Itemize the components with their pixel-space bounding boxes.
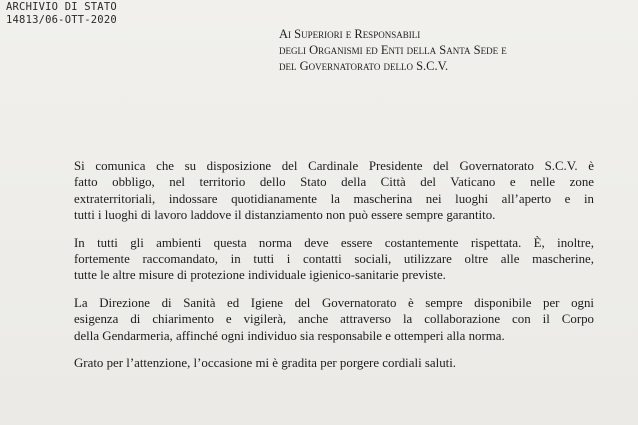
paragraph-line: tutte le altre misure di protezione individuale igienico-sanitarie previste.: [74, 268, 446, 283]
paragraph-line: In tutti gli ambienti questa norma deve essere costantemente rispettata. È, inoltre,: [74, 235, 594, 250]
letter-body: [74, 158, 594, 382]
paragraph-line: esigenza di chiarimento e vigilerà, anche attraverso la collaborazione con il Corpo: [74, 312, 594, 327]
paragraph-4: [74, 355, 594, 371]
paragraph-line: tutti i luoghi di lavoro laddove il distanziamento non può essere sempre garantito.: [74, 208, 496, 223]
paragraph-1: [74, 158, 594, 224]
recipient-line-2: degli Organismi ed Enti della Santa Sede e: [279, 43, 507, 57]
archive-stamp-protocol: 14813/06-OTT-2020: [6, 14, 117, 26]
paragraph-line: extraterritoriali, indossare quotidianamente la mascherina nei luoghi all’aperto e in: [74, 191, 594, 206]
recipient-address: [279, 26, 507, 74]
paragraph-line: Si comunica che su disposizione del Cardinale Presidente del Governatorato S.C.V. è: [74, 159, 594, 173]
paragraph-line: La Direzione di Sanità ed Igiene del Governatorato è sempre disponibile per ogni: [74, 295, 594, 310]
recipient-line-1: Ai Superiori e Responsabili: [279, 27, 421, 41]
paragraph-line: Grato per l’attenzione, l’occasione mi è gradita per porgere cordiali saluti.: [74, 356, 457, 371]
paragraph-line: fortemente raccomandato, in tutti i contatti sociali, utilizzare oltre alle mascherine,: [74, 252, 594, 267]
archive-stamp-title: ARCHIVIO DI STATO: [6, 1, 117, 13]
archive-stamp: [6, 1, 117, 27]
paragraph-3: [74, 295, 594, 344]
paragraph-line: fatto obbligo, nel territorio dello Stato della Città del Vaticano e nelle zone: [74, 175, 594, 190]
paragraph-line: della Gendarmeria, affinché ogni individuo sia responsabile e ottemperi alla norma.: [74, 328, 505, 343]
paragraph-2: [74, 235, 594, 284]
recipient-line-3: del Governatorato dello S.C.V.: [279, 59, 449, 73]
